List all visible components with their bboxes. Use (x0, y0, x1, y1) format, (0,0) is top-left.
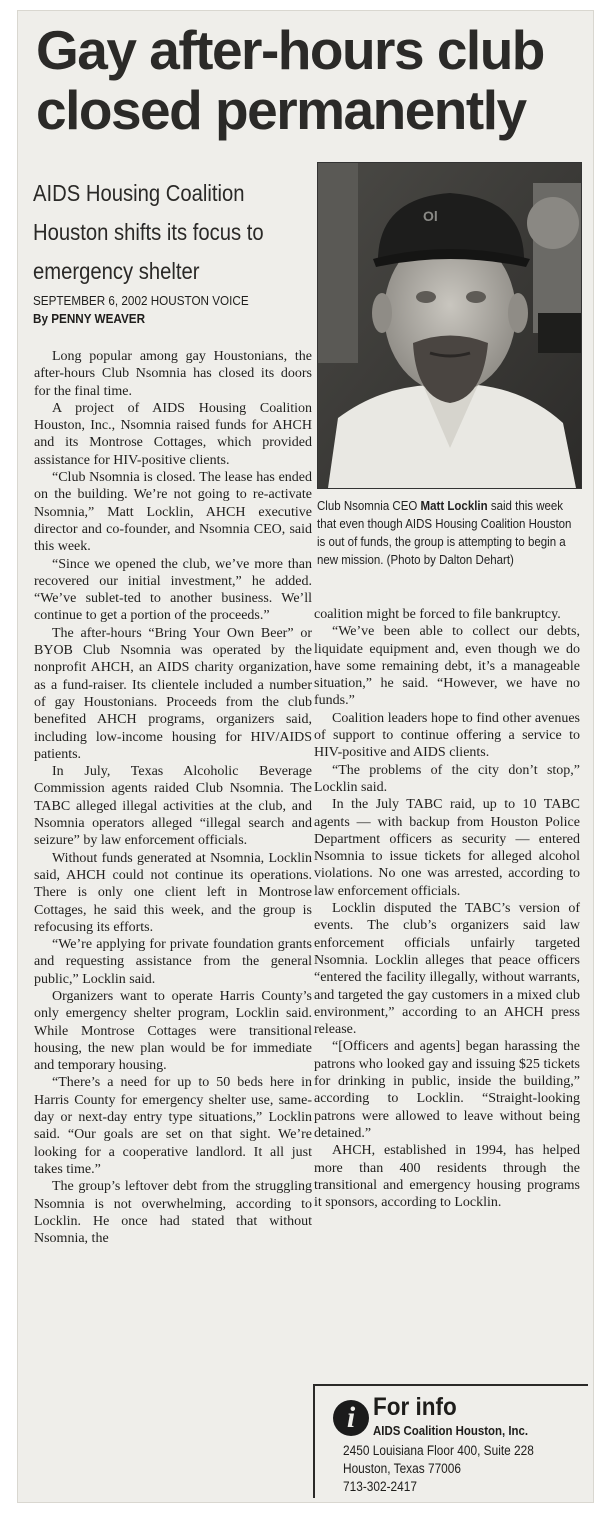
paragraph: Organizers want to operate Harris County’s only emergency shelter program, Locklin said. While Montrose Cottages were transitional housing, the new plan would be for immediate and temporary housing. (34, 988, 312, 1074)
headline: Gay after-hours club closed permanently (36, 19, 544, 141)
info-address-line1: 2450 Louisiana Floor 400, Suite 228 (343, 1443, 534, 1458)
info-address-line2: Houston, Texas 77006 (343, 1461, 462, 1476)
paragraph: The after-hours “Bring Your Own Beer” or BYOB Club Nsomnia was operated by the nonprofit AHCH, an AIDS charity organization, as a fund-raiser. Its clientele included a number of gay Houstonians. Proceeds from the club benefited AHCH programs, organizers said, including low-income housing for HIV/AIDS patients. (34, 625, 312, 762)
paragraph: Locklin disputed the TABC’s version of events. The club’s organizers said law enforcement officials unfairly targeted Nsomnia. Locklin alleges that peace officers “entered the facility illegally, without warrants, and targeted the gay customers in a mixed club environment,” according to an AHCH press release. (314, 901, 580, 1038)
paragraph: A project of AIDS Housing Coalition Houston, Inc., Nsomnia raised funds for AHCH and its Montrose Cottages, which provided assistance for HIV-positive clients. (34, 400, 312, 468)
svg-text:Ol: Ol (423, 208, 438, 224)
caption-name: Matt Locklin (420, 499, 488, 513)
paragraph: The group’s leftover debt from the struggling Nsomnia is not overwhelming, according to Locklin. He once had stated that without Nsomnia, the (34, 1179, 312, 1247)
paragraph: Long popular among gay Houstonians, the after-hours Club Nsomnia has closed its doors for the final time. (34, 349, 312, 399)
info-organization: AIDS Coalition Houston, Inc. (373, 1423, 529, 1438)
portrait-photo (317, 162, 582, 489)
paragraph: Coalition leaders hope to find other avenues of support to continue offering a service to HIV-positive and AIDS clients. (314, 710, 580, 761)
paragraph: “Since we opened the club, we’ve more than recovered our initial investment,” he added. “We’ve sublet-ted to another business. We’ll continue to get a portion of the proceeds.” (34, 556, 312, 624)
caption-rest: said this week that even though AIDS Housing Coalition Houston is out of funds, the group is attempting to begin a new mission. (Photo by Dalton Dehart) (317, 499, 572, 567)
info-icon: i (333, 1400, 369, 1436)
byline: By PENNY WEAVER (33, 311, 146, 326)
article-column-1 (34, 348, 312, 1247)
paragraph: In the July TABC raid, up to 10 TABC agents — with backup from Houston Police Department officers as security — entered Nsomnia to issue tickets for alleged alcohol violations. No one was arrested, according to law enforcement officials. (314, 797, 580, 899)
paragraph: “We’ve been able to collect our debts, liquidate equipment and, even though we do have some remaining debt, it’s a manageable situation,” he said. “However, we have no funds.” (314, 624, 580, 709)
paragraph: AHCH, established in 1994, has helped more than 400 residents through the transitional and emergency housing programs it sponsors, according to Locklin. (314, 1143, 580, 1211)
paragraph: coalition might be forced to file bankruptcy. (314, 607, 561, 622)
subheadline: AIDS Housing Coalition Houston shifts its focus to emergency shelter (33, 180, 264, 284)
paragraph: Without funds generated at Nsomnia, Locklin said, AHCH could not continue its operations. There is only one client left in Montrose Cottages, he said this week, and the group is refocusing its efforts. (34, 850, 312, 935)
dateline: SEPTEMBER 6, 2002 HOUSTON VOICE (33, 293, 249, 308)
caption-prefix: Club Nsomnia CEO (317, 499, 421, 513)
paragraph: “The problems of the city don’t stop,” Locklin said. (314, 762, 580, 795)
info-box (313, 1384, 588, 1498)
photo-caption (317, 497, 575, 569)
paragraph: “Club Nsomnia is closed. The lease has ended on the building. We’re not going to re-activate Nsomnia,” Matt Locklin, AHCH executive director and co-founder, and Nsomnia CEO, said this week. (34, 470, 312, 555)
paragraph: “There’s a need for up to 50 beds here in Harris County for emergency shelter use, same-day or next-day entry type situations,” Locklin said. “Our goals are set on that sight. We’re looking for a cooperative landlord. It all just takes time.” (34, 1075, 312, 1177)
portrait-photo-drawing (318, 163, 581, 488)
paragraph: “We’re applying for private foundation grants and requesting assistance from the general public,” Locklin said. (34, 937, 312, 987)
newspaper-clipping (17, 10, 594, 1503)
paragraph: In July, Texas Alcoholic Beverage Commission agents raided Club Nsomnia. The TABC alleged illegal activities at the club, and Nsomnia operators alleged “illegal search and seizure” by law enforcement officials. (34, 764, 312, 849)
info-phone: 713-302-2417 (343, 1479, 417, 1494)
paragraph: “[Officers and agents] began harassing the patrons who looked gay and issuing $25 tickets for drinking in public, inside the building,” according to Locklin. “Straight-looking patrons were allowed to leave without being detained.” (314, 1039, 580, 1141)
info-title: For info (373, 1393, 457, 1421)
article-column-2 (314, 606, 580, 1211)
